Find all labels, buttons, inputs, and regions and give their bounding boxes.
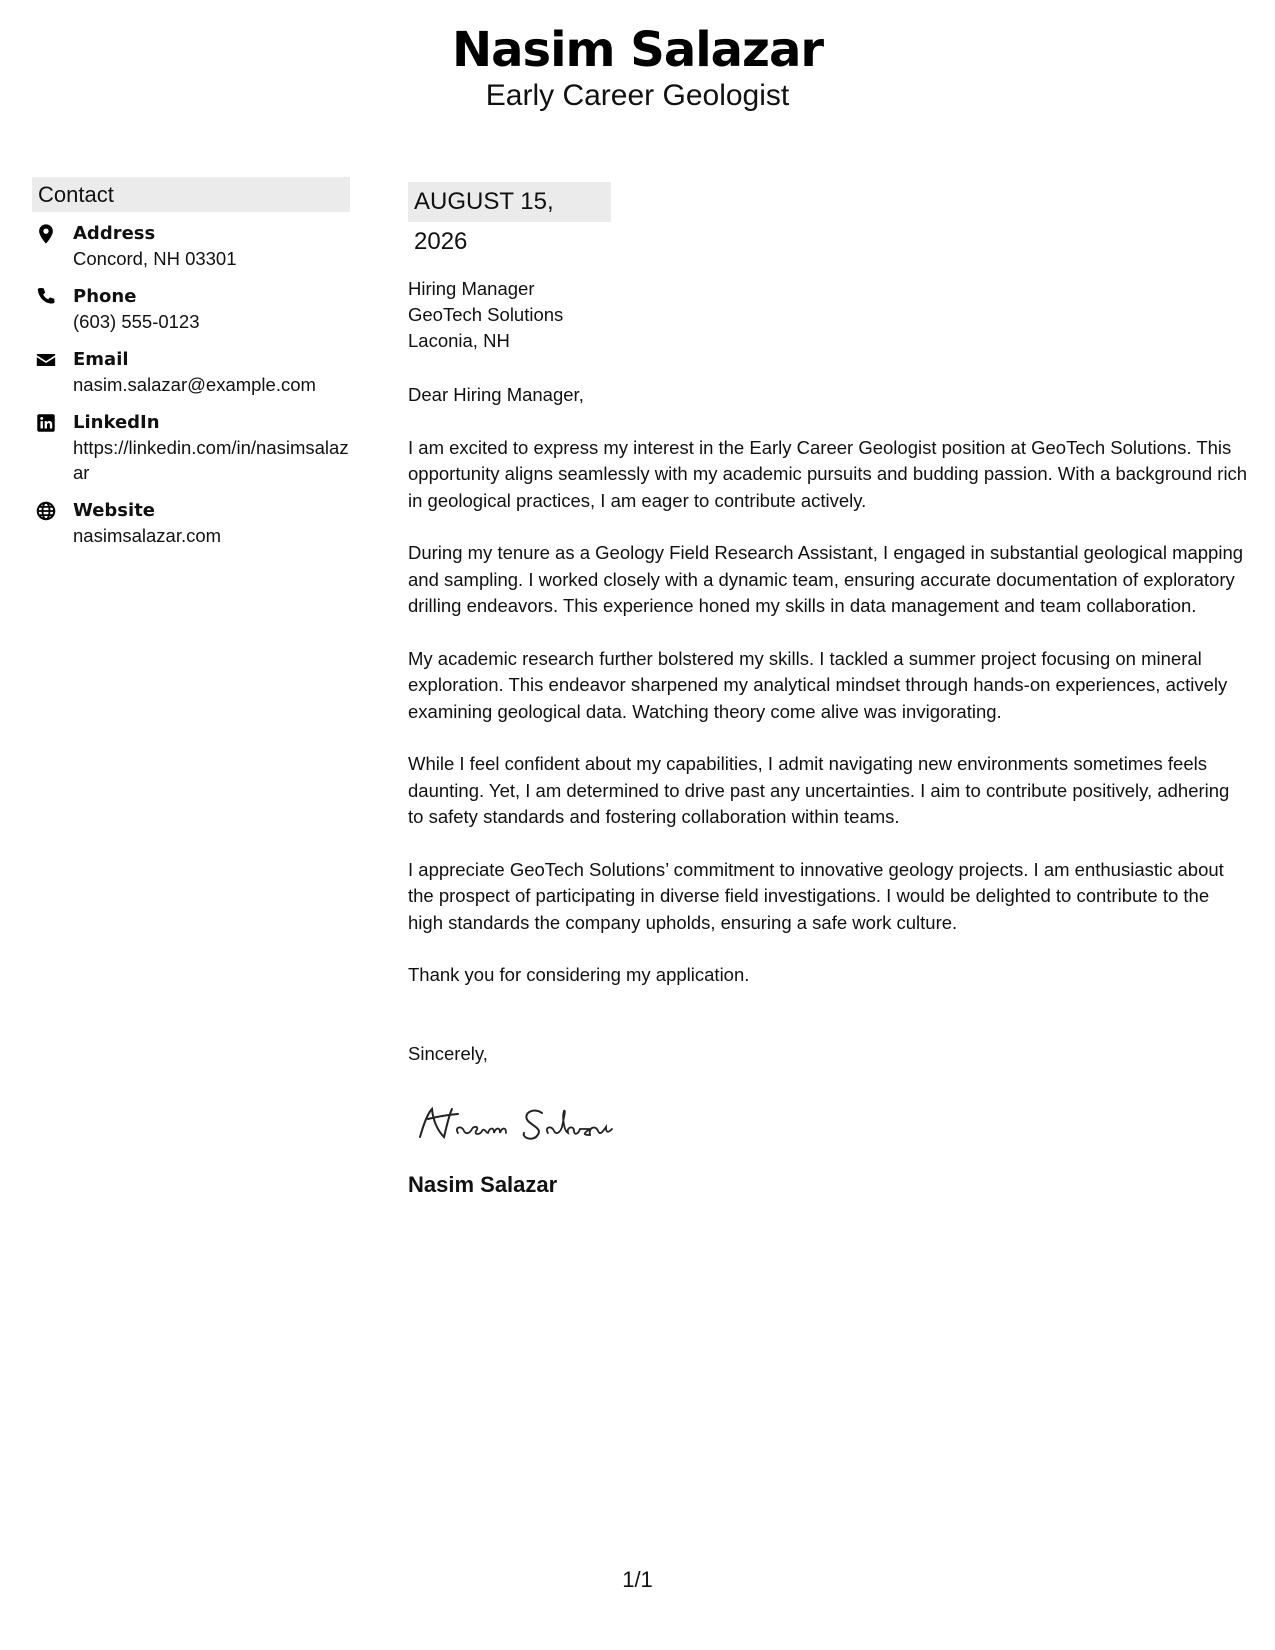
- contact-item-email: [32, 348, 350, 397]
- globe-icon: [35, 500, 57, 522]
- letter-paragraph: I appreciate GeoTech Solutions’ commitment to innovative geology projects. I am enthusiastic about the prospect of participating in diverse field investigations. I would be delighted to contribute to the high standards the company upholds, ensuring a safe work culture.: [408, 858, 1224, 933]
- contact-list: [32, 222, 350, 548]
- envelope-icon: [35, 349, 57, 371]
- contact-label: Phone: [73, 286, 137, 307]
- map-pin-icon: [35, 223, 57, 245]
- phone-value: (603) 555-0123: [73, 311, 200, 332]
- recipient-line: GeoTech Solutions: [408, 304, 564, 325]
- letter-paragraph: While I feel confident about my capabilities, I admit navigating new environments sometimes feels daunting. Yet, I am determined to drive past any uncertainties. I aim to contribute positively, adhering to safety standards and fostering collaboration within teams.: [408, 753, 1230, 827]
- contact-label: Email: [73, 349, 129, 370]
- contact-item-address: [32, 222, 350, 271]
- letter-content: [408, 382, 1248, 989]
- contact-label: Address: [73, 223, 156, 244]
- contact-label: LinkedIn: [73, 412, 160, 433]
- contact-section-title: Contact: [32, 177, 350, 212]
- linkedin-value[interactable]: https://linkedin.com/in/nasimsalazar: [73, 437, 349, 483]
- salutation: Dear Hiring Manager,: [408, 384, 584, 405]
- website-value[interactable]: nasimsalazar.com: [73, 525, 222, 546]
- contact-item-website: [32, 499, 350, 548]
- document-header: [0, 22, 1275, 114]
- letter-paragraph: My academic research further bolstered my skills. I tackled a summer project focusing on mineral exploration. This endeavor sharpened my analytical mindset through hands-on experiences, actively examining geological data. Watching theory come alive was invigorating.: [408, 647, 1228, 722]
- address-value: Concord, NH 03301: [73, 248, 237, 269]
- email-value[interactable]: nasim.salazar@example.com: [73, 374, 316, 395]
- contact-item-linkedin: [32, 411, 350, 485]
- linkedin-icon: [35, 412, 57, 434]
- letter-body: [408, 182, 1248, 1199]
- contact-item-phone: [32, 285, 350, 334]
- letter-paragraph: During my tenure as a Geology Field Research Assistant, I engaged in substantial geological mapping and sampling. I worked closely with a dynamic team, ensuring accurate documentation of exploratory drilling endeavors. This experience honed my skills in data management and team collaboration.: [408, 542, 1244, 616]
- letter-paragraph: I am excited to express my interest in the Early Career Geologist position at GeoTech Solutions. This opportunity aligns seamlessly with my academic pursuits and budding passion. With a background rich in geological practices, I am eager to contribute actively.: [408, 436, 1248, 511]
- phone-icon: [35, 286, 57, 308]
- candidate-title: Early Career Geologist: [485, 79, 790, 112]
- signer-name: Nasim Salazar: [408, 1171, 558, 1197]
- closing: Sincerely,: [408, 1042, 488, 1064]
- contact-label: Website: [73, 500, 156, 521]
- letter-date: AUGUST 15, 2026: [408, 182, 611, 222]
- letter-paragraph: Thank you for considering my application.: [408, 964, 750, 985]
- contact-sidebar: [32, 177, 350, 562]
- recipient-line: Hiring Manager: [408, 278, 535, 299]
- handwritten-signature: [414, 1097, 674, 1149]
- page-indicator: 1/1: [622, 1567, 653, 1592]
- candidate-name: Nasim Salazar: [451, 22, 824, 78]
- recipient-block: [408, 276, 1248, 354]
- recipient-line: Laconia, NH: [408, 330, 510, 351]
